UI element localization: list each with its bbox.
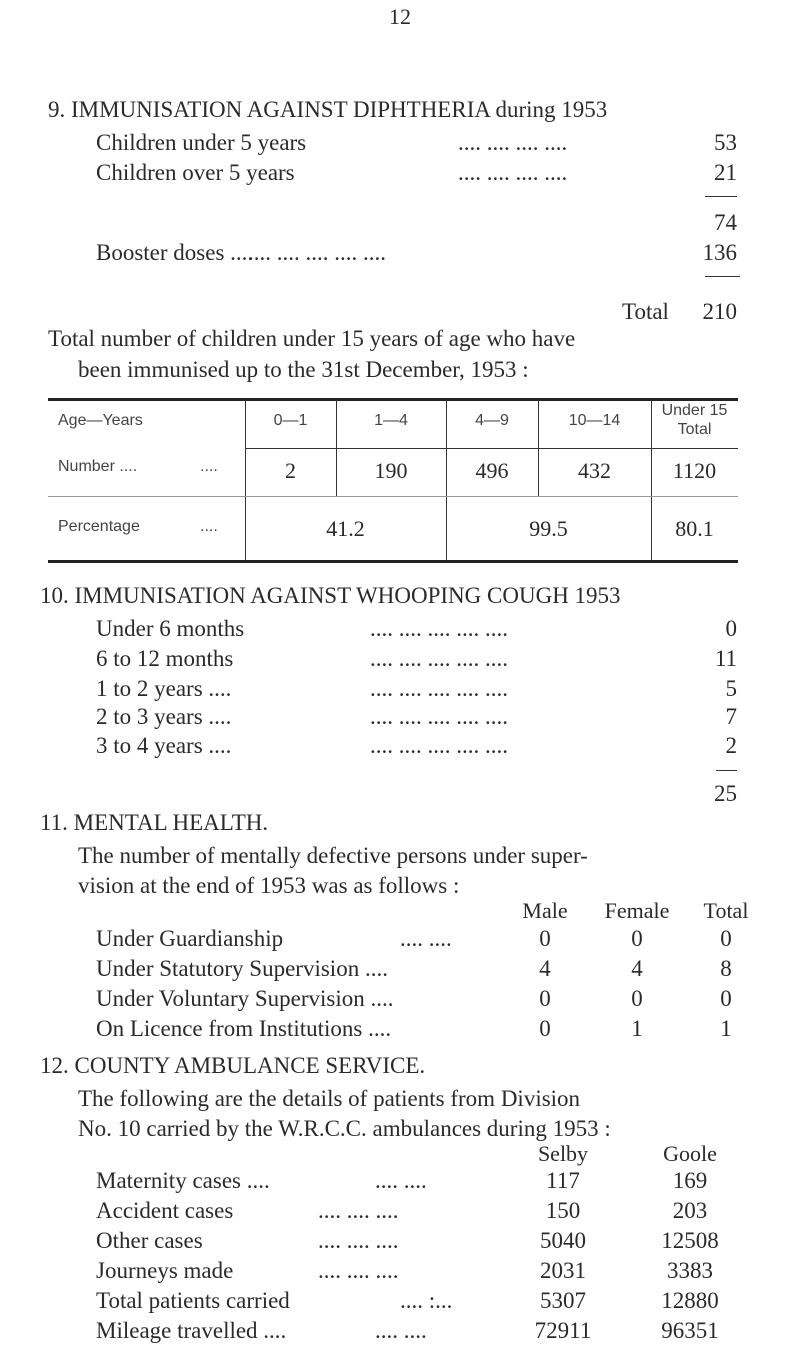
- s12-cell-goole: 12508: [661, 1228, 719, 1253]
- table-row-percentage-leader: ....: [200, 518, 218, 535]
- sum-rule: [705, 196, 737, 197]
- sum-rule: [705, 276, 740, 277]
- s10-row-value: 7: [725, 704, 737, 729]
- s12-cell-goole: 96351: [661, 1318, 719, 1343]
- s11-cell-male: 4: [539, 956, 551, 981]
- s12-cell-selby: 117: [546, 1168, 580, 1193]
- s12-row-label: Mileage travelled ....: [96, 1318, 287, 1343]
- s11-cell-female: 0: [631, 986, 643, 1011]
- s11-cell-total: 0: [720, 986, 732, 1011]
- s10-row-leader: .... .... .... .... ....: [370, 646, 508, 671]
- s10-row-leader: .... .... .... .... ....: [370, 616, 508, 641]
- booster-value: 136: [702, 240, 737, 265]
- table-cell: 99.5: [529, 516, 568, 541]
- booster-label: Booster doses ....: [96, 240, 254, 265]
- table-header-age-range: 10—14: [568, 412, 621, 429]
- s11-para-line2: vision at the end of 1953 was as follows :: [78, 873, 460, 898]
- s9-para-line1: Total number of children under 15 years of age who have: [48, 326, 576, 351]
- s10-total: 25: [714, 781, 737, 806]
- s11-row-label: On Licence from Institutions ....: [96, 1016, 392, 1041]
- s10-row-value: 11: [714, 646, 737, 671]
- s10-row-leader: .... .... .... .... ....: [370, 704, 508, 729]
- s11-row-label: Under Statutory Supervision ....: [96, 956, 388, 981]
- s9-subtotal: 74: [714, 210, 737, 235]
- s12-cell-goole: 3383: [667, 1258, 713, 1283]
- col-header-male: Male: [522, 898, 568, 923]
- table-cell: 432: [578, 458, 611, 483]
- table-cell: 2: [285, 458, 296, 483]
- s11-cell-total: 0: [720, 926, 732, 951]
- s10-row-label: 3 to 4 years ....: [96, 733, 232, 758]
- section-10-heading: 10. IMMUNISATION AGAINST WHOOPING COUGH 1953: [40, 583, 621, 608]
- s12-row-leader: .... :...: [400, 1288, 453, 1313]
- s9-row-leader: .... .... .... ....: [458, 160, 568, 185]
- s12-para-line1: The following are the details of patients from Division: [78, 1086, 581, 1111]
- table-cell: 80.1: [675, 516, 714, 541]
- s10-row-value: 2: [725, 733, 737, 758]
- s11-para-line1: The number of mentally defective persons under super-: [78, 843, 588, 868]
- table-header-under15: Under 15: [661, 402, 728, 419]
- s12-row-leader: .... .... ....: [318, 1198, 399, 1223]
- s12-row-leader: .... .... ....: [318, 1258, 399, 1283]
- s12-cell-selby: 72911: [534, 1318, 592, 1343]
- s12-cell-goole: 203: [672, 1198, 708, 1223]
- s12-cell-goole: 12880: [661, 1288, 719, 1313]
- s12-row-label: Accident cases: [96, 1198, 234, 1223]
- booster-leader: .... .... .... .... ....: [248, 240, 386, 265]
- section-12-heading: 12. COUNTY AMBULANCE SERVICE.: [40, 1053, 426, 1078]
- s10-row-value: 0: [725, 616, 737, 641]
- s11-cell-female: 4: [631, 956, 643, 981]
- s12-row-label: Total patients carried: [96, 1288, 290, 1313]
- table-row-number-leader: ....: [200, 458, 218, 475]
- s11-row-label: Under Guardianship: [96, 926, 284, 951]
- table-header-age-range: 4—9: [475, 412, 509, 429]
- s11-row-leader: .... ....: [400, 926, 452, 951]
- table-cell: 41.2: [326, 516, 365, 541]
- s11-cell-male: 0: [539, 926, 551, 951]
- s12-cell-selby: 5040: [540, 1228, 586, 1253]
- table-cell: 496: [475, 458, 509, 483]
- table-header-total: Total: [677, 421, 712, 438]
- s11-cell-male: 0: [539, 986, 551, 1011]
- s12-row-leader: .... ....: [375, 1168, 427, 1193]
- section-11-heading: 11. MENTAL HEALTH.: [40, 810, 269, 835]
- s9-row-label: Children under 5 years: [96, 130, 307, 155]
- table-row-number-label: Number ....: [58, 458, 138, 475]
- s12-cell-selby: 150: [545, 1198, 581, 1223]
- col-header-goole: Goole: [663, 1141, 717, 1166]
- s10-row-leader: .... .... .... .... ....: [370, 676, 508, 701]
- s9-total-value: 210: [702, 299, 737, 324]
- s12-row-leader: .... ....: [375, 1318, 427, 1343]
- sum-rule: [716, 770, 737, 771]
- s9-row-value: 21: [714, 160, 737, 185]
- col-header-female: Female: [604, 898, 670, 923]
- table-header-age-range: 0—1: [273, 412, 308, 429]
- s12-cell-selby: 5307: [540, 1288, 586, 1313]
- s11-cell-female: 0: [631, 926, 643, 951]
- s10-row-value: 5: [725, 676, 737, 701]
- table-cell: 190: [374, 458, 408, 483]
- s10-row-leader: .... .... .... .... ....: [370, 733, 508, 758]
- s12-row-label: Maternity cases ....: [96, 1168, 270, 1193]
- s9-row-label: Children over 5 years: [96, 160, 295, 185]
- table-header-age-range: 1—4: [374, 412, 408, 429]
- s12-para-line2: No. 10 carried by the W.R.C.C. ambulances during 1953 :: [78, 1116, 611, 1141]
- s10-row-label: 1 to 2 years ....: [96, 676, 232, 701]
- col-header-total: Total: [703, 898, 749, 923]
- s10-row-label: 2 to 3 years ....: [96, 704, 232, 729]
- s11-cell-total: 1: [720, 1016, 732, 1041]
- section-9-heading: 9. IMMUNISATION AGAINST DIPHTHERIA during 1953: [48, 97, 608, 122]
- s12-row-leader: .... .... ....: [318, 1228, 399, 1253]
- s10-row-label: Under 6 months: [96, 616, 245, 641]
- table-header-age: Age—Years: [58, 412, 143, 429]
- s11-cell-female: 1: [631, 1016, 643, 1041]
- s12-cell-goole: 169: [672, 1168, 708, 1193]
- s12-row-label: Other cases: [96, 1228, 203, 1253]
- s11-row-label: Under Voluntary Supervision ....: [96, 986, 394, 1011]
- s9-total-label: Total: [622, 299, 669, 324]
- col-header-selby: Selby: [537, 1141, 589, 1166]
- s11-cell-male: 0: [539, 1016, 551, 1041]
- page-number: 12: [389, 4, 411, 29]
- table-row-percentage-label: Percentage: [58, 518, 140, 535]
- s11-cell-total: 8: [720, 956, 732, 981]
- table-cell: 1120: [672, 458, 717, 483]
- s9-row-leader: .... .... .... ....: [458, 130, 568, 155]
- s12-cell-selby: 2031: [540, 1258, 586, 1283]
- s9-row-value: 53: [714, 130, 737, 155]
- s12-row-label: Journeys made: [96, 1258, 234, 1283]
- s9-para-line2: been immunised up to the 31st December, 1953 :: [78, 357, 529, 382]
- s10-row-label: 6 to 12 months: [96, 646, 234, 671]
